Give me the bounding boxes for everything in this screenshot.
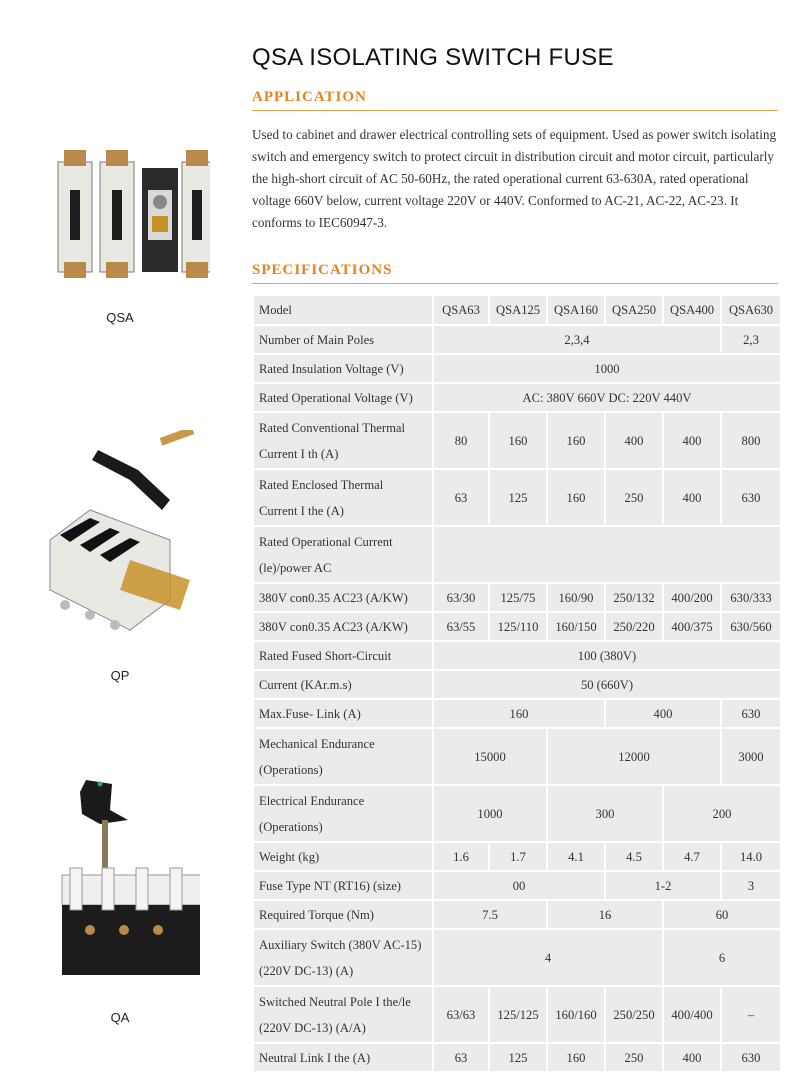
product-qp xyxy=(20,430,220,690)
product-qa xyxy=(20,780,220,1030)
table-cell: 160 xyxy=(547,469,605,526)
table-cell: 160 xyxy=(547,1043,605,1072)
row-label-line: Rated Operational Current xyxy=(259,534,393,549)
row-label: Weight (kg) xyxy=(253,842,433,871)
row-label-line: (Operations) xyxy=(259,819,323,834)
row-label xyxy=(253,929,433,986)
table-cell: 250/220 xyxy=(605,612,663,641)
table-cell: 400 xyxy=(663,469,721,526)
row-label-line: Rated Enclosed Thermal xyxy=(259,477,384,492)
table-cell: 400/200 xyxy=(663,583,721,612)
table-row xyxy=(253,612,781,641)
product-qsa xyxy=(20,150,220,330)
table-cell: 630 xyxy=(721,699,781,728)
product-caption: QA xyxy=(110,1010,130,1025)
column-header: QSA125 xyxy=(489,295,547,325)
row-label: Rated Operational Voltage (V) xyxy=(253,383,433,412)
table-cell: 4.7 xyxy=(663,842,721,871)
row-label: Model xyxy=(253,295,433,325)
table-row xyxy=(253,583,781,612)
table-cell: 12000 xyxy=(547,728,721,785)
table-row xyxy=(253,900,781,929)
table-row xyxy=(253,412,781,469)
row-label-line: Auxiliary Switch (380V AC-15) xyxy=(259,937,422,952)
table-cell: 1000 xyxy=(433,354,781,383)
row-label: Neutral Link I the (A) xyxy=(253,1043,433,1072)
table-cell: 250 xyxy=(605,1043,663,1072)
table-cell: 4 xyxy=(433,929,663,986)
table-cell: 200 xyxy=(663,785,781,842)
row-label xyxy=(253,526,433,583)
table-cell: 630/560 xyxy=(721,612,781,641)
table-cell: 2,3 xyxy=(721,325,781,354)
row-label: Rated Fused Short-Circuit xyxy=(253,641,433,670)
table-cell: 63 xyxy=(433,469,489,526)
table-row xyxy=(253,728,781,785)
table-row xyxy=(253,842,781,871)
row-label-line: Switched Neutral Pole I the/le xyxy=(259,994,411,1009)
table-cell: 125/75 xyxy=(489,583,547,612)
row-label-line: Mechanical Endurance xyxy=(259,736,375,751)
table-cell: 1000 xyxy=(433,785,547,842)
row-label: Fuse Type NT (RT16) (size) xyxy=(253,871,433,900)
table-cell: 630 xyxy=(721,1043,781,1072)
row-label: Current (KAr.m.s) xyxy=(253,670,433,699)
table-cell: 300 xyxy=(547,785,663,842)
product-caption: QSA xyxy=(106,310,134,325)
table-cell: 2,3,4 xyxy=(433,325,721,354)
row-label xyxy=(253,785,433,842)
table-cell: 160/150 xyxy=(547,612,605,641)
column-header: QSA63 xyxy=(433,295,489,325)
table-cell: 15000 xyxy=(433,728,547,785)
table-row xyxy=(253,295,781,325)
row-label: Rated Insulation Voltage (V) xyxy=(253,354,433,383)
row-label-line: Rated Conventional Thermal xyxy=(259,420,405,435)
qp-photo xyxy=(20,430,220,640)
row-label-line: (220V DC-13) (A) xyxy=(259,963,354,978)
table-row xyxy=(253,670,781,699)
table-cell: – xyxy=(721,986,781,1043)
table-cell xyxy=(433,526,781,583)
table-cell: 4.1 xyxy=(547,842,605,871)
column-header: QSA250 xyxy=(605,295,663,325)
table-cell: 1.7 xyxy=(489,842,547,871)
table-cell: 1.6 xyxy=(433,842,489,871)
column-header: QSA400 xyxy=(663,295,721,325)
table-row xyxy=(253,469,781,526)
table-cell: 125/125 xyxy=(489,986,547,1043)
table-row xyxy=(253,1043,781,1072)
row-label xyxy=(253,986,433,1043)
table-cell: 400 xyxy=(605,699,721,728)
table-cell: 630/333 xyxy=(721,583,781,612)
row-label: 380V con0.35 AC23 (A/KW) xyxy=(253,583,433,612)
specifications-table xyxy=(252,294,782,1073)
qa-photo xyxy=(40,780,200,990)
table-cell: 125 xyxy=(489,469,547,526)
table-cell: 160 xyxy=(433,699,605,728)
qsa-photo xyxy=(30,150,210,280)
table-cell: 160/160 xyxy=(547,986,605,1043)
page-title: QSA ISOLATING SWITCH FUSE xyxy=(252,44,614,71)
table-cell: 125 xyxy=(489,1043,547,1072)
product-gallery xyxy=(0,0,240,1087)
row-label xyxy=(253,412,433,469)
table-cell: 6 xyxy=(663,929,781,986)
column-header: QSA630 xyxy=(721,295,781,325)
table-cell: 63/55 xyxy=(433,612,489,641)
table-row xyxy=(253,785,781,842)
column-header: QSA160 xyxy=(547,295,605,325)
table-cell: 400 xyxy=(663,412,721,469)
table-row xyxy=(253,526,781,583)
table-row xyxy=(253,986,781,1043)
row-label: Required Torque (Nm) xyxy=(253,900,433,929)
table-row xyxy=(253,325,781,354)
table-cell: 160 xyxy=(489,412,547,469)
table-cell: 00 xyxy=(433,871,605,900)
table-cell: 7.5 xyxy=(433,900,547,929)
table-cell: 250/250 xyxy=(605,986,663,1043)
specifications-heading: SPECIFICATIONS xyxy=(252,262,393,278)
table-cell: 400 xyxy=(663,1043,721,1072)
table-row xyxy=(253,641,781,670)
specifications-divider xyxy=(252,283,778,284)
table-cell: 800 xyxy=(721,412,781,469)
row-label-line: (220V DC-13) (A/A) xyxy=(259,1020,366,1035)
table-cell: 100 (380V) xyxy=(433,641,781,670)
table-cell: 14.0 xyxy=(721,842,781,871)
application-heading: APPLICATION xyxy=(252,89,367,105)
table-cell: 16 xyxy=(547,900,663,929)
application-divider xyxy=(252,110,778,111)
table-cell: 250/132 xyxy=(605,583,663,612)
table-cell: 60 xyxy=(663,900,781,929)
row-label: Number of Main Poles xyxy=(253,325,433,354)
application-text: Used to cabinet and drawer electrical controlling sets of equipment. Used as power switch isolating switch and emergency switch to protect circuit in distribution circuit and motor circuit, particularly the high-short circuit of AC 50-60Hz, the rated operational current 63-630A, rated operational voltage 660V below, current voltage 220V or 440V. Conformed to AC-21, AC-22, AC-23. It conforms to IEC60947-3. xyxy=(252,127,777,230)
table-cell: 1-2 xyxy=(605,871,721,900)
table-cell: AC: 380V 660V DC: 220V 440V xyxy=(433,383,781,412)
table-row xyxy=(253,929,781,986)
table-row xyxy=(253,383,781,412)
table-row xyxy=(253,871,781,900)
table-cell: 400/400 xyxy=(663,986,721,1043)
row-label-line: Current I th (A) xyxy=(259,446,339,461)
row-label-line: (le)/power AC xyxy=(259,560,332,575)
product-caption: QP xyxy=(110,668,130,683)
table-cell: 125/110 xyxy=(489,612,547,641)
table-cell: 4.5 xyxy=(605,842,663,871)
row-label-line: (Operations) xyxy=(259,762,323,777)
table-cell: 400 xyxy=(605,412,663,469)
table-cell: 80 xyxy=(433,412,489,469)
row-label: Max.Fuse- Link (A) xyxy=(253,699,433,728)
table-row xyxy=(253,354,781,383)
table-cell: 3 xyxy=(721,871,781,900)
table-cell: 50 (660V) xyxy=(433,670,781,699)
row-label: 380V con0.35 AC23 (A/KW) xyxy=(253,612,433,641)
table-cell: 250 xyxy=(605,469,663,526)
table-cell: 3000 xyxy=(721,728,781,785)
table-cell: 160 xyxy=(547,412,605,469)
row-label xyxy=(253,728,433,785)
table-cell: 63/30 xyxy=(433,583,489,612)
table-cell: 630 xyxy=(721,469,781,526)
row-label-line: Current I the (A) xyxy=(259,503,344,518)
table-cell: 63/63 xyxy=(433,986,489,1043)
table-cell: 160/90 xyxy=(547,583,605,612)
table-row xyxy=(253,699,781,728)
table-cell: 400/375 xyxy=(663,612,721,641)
table-cell: 63 xyxy=(433,1043,489,1072)
row-label xyxy=(253,469,433,526)
row-label-line: Electrical Endurance xyxy=(259,793,365,808)
